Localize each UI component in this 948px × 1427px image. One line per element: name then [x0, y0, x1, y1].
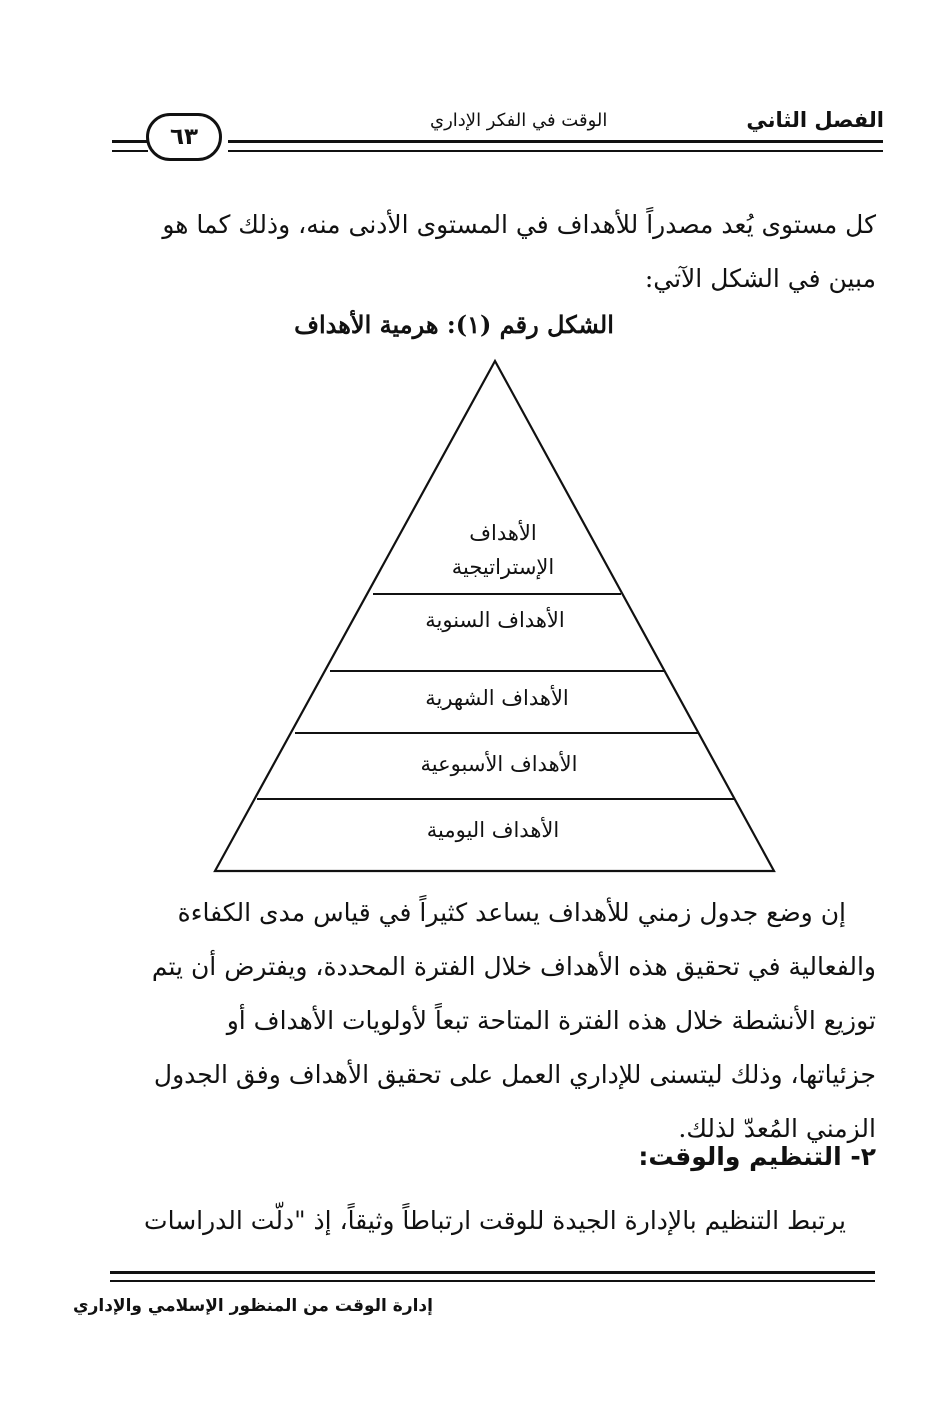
pyramid-level-label: الأهداف الأسبوعية: [420, 752, 578, 776]
body-line: توزيع الأنشطة خلال هذه الفترة المتاحة تبعاً لأولويات الأهداف أو: [226, 1006, 876, 1035]
page-number-badge: [146, 113, 222, 161]
header-rule-thin: [228, 150, 883, 152]
chapter-title: الفصل الثاني: [746, 108, 884, 132]
body-line: الزمني المُعدّ لذلك.: [678, 1114, 876, 1143]
pyramid-level-label: الأهداف اليومية: [426, 818, 560, 842]
section-paragraph: [111, 1194, 876, 1248]
header-rule-left-thin: [112, 150, 148, 152]
body-line: جزئياتها، وذلك ليتسنى للإداري العمل على تحقيق الأهداف وفق الجدول: [153, 1060, 876, 1089]
pyramid-level-label: الإستراتيجية: [451, 555, 555, 579]
pyramid-level-label: الأهداف السنوية: [425, 608, 565, 632]
intro-line: مبين في الشكل الآتي:: [644, 264, 876, 293]
body-line: والفعالية في تحقيق هذه الأهداف خلال الفترة المحددة، ويفترض أن يتم: [151, 952, 876, 981]
running-title: الوقت في الفكر الإداري: [430, 110, 608, 131]
goals-pyramid-figure: [205, 355, 785, 875]
figure-caption: الشكل رقم (١): هرمية الأهداف: [294, 310, 614, 339]
intro-line: كل مستوى يُعد مصدراً للأهداف في المستوى الأدنى منه، وذلك كما هو: [162, 210, 876, 239]
footer-book-title: إدارة الوقت من المنظور الإسلامي والإداري: [73, 1296, 433, 1316]
section-line: يرتبط التنظيم بالإدارة الجيدة للوقت ارتباطاً وثيقاً، إذ "دلّت الدراسات: [144, 1206, 846, 1235]
pyramid-level-label: الأهداف: [469, 521, 537, 545]
body-paragraph: [111, 886, 876, 1156]
section-heading: ٢- التنظيم والوقت:: [638, 1142, 876, 1171]
pyramid-level-label: الأهداف الشهرية: [425, 686, 569, 710]
intro-paragraph: [111, 198, 876, 306]
header-rule: [228, 140, 883, 143]
body-line: إن وضع جدول زمني للأهداف يساعد كثيراً في قياس مدى الكفاءة: [177, 898, 846, 927]
header-rule-left: [112, 140, 148, 143]
footer-rule-thin: [110, 1280, 875, 1282]
page-number: ٦٣: [169, 124, 199, 150]
footer-rule: [110, 1271, 875, 1274]
